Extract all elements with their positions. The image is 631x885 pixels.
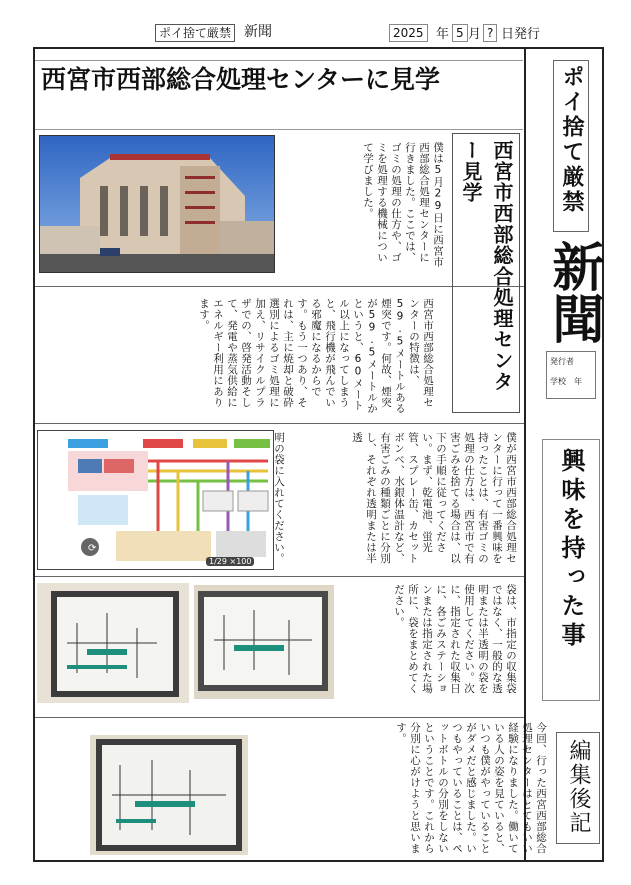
headline-box	[35, 60, 523, 130]
exhibit-photo-bottom	[90, 735, 248, 855]
header-month: 5	[452, 24, 468, 42]
section-divider-3	[35, 576, 524, 577]
article-3: 僕が西宮市西部総合処理センターに行って一番興味を持ったことは、有害ゴミの処理の仕方は、西宮市で有害ごみを捨てる場合は、以下の手順に従ってください。まず、乾電池、蛍光管、スプレー缶、カセットボンベ、水銀体温計など、有害ごみの種類ごとに分別し、それぞれ透明または半透	[351, 432, 517, 564]
header-title-box: ポイ捨て厳禁	[155, 24, 235, 42]
exhibit-photo-left	[37, 583, 189, 703]
section-divider-2	[35, 423, 524, 424]
headline: 西宮市西部総合処理センターに見学	[41, 65, 441, 94]
header-year-suffix: 年	[436, 27, 450, 42]
header-day: ?	[483, 24, 497, 42]
article-5: 今回、行った西宮西部総合処理センターはとてもいい経験になりました。働いている人の姿を見ていると、いつも僕がやっていることがダメだと感じました。いつもやっていることは、ペットボトルの分別をしないということです。これから分別に心がけようと思います。	[395, 722, 547, 854]
waste-diagram[interactable]	[37, 430, 274, 570]
section-divider-1	[35, 286, 524, 287]
masthead-title-top: ポイ捨て厳禁	[553, 60, 589, 232]
masthead-info-box	[546, 351, 596, 399]
masthead-title-big: 新聞	[543, 240, 603, 344]
interest-heading-box: 興味を持った事	[542, 439, 600, 701]
subheadline-box	[452, 133, 520, 413]
article-4: 袋は、市指定の収集袋ではなく、一般的な透明または半透明の袋を使用してください。次に、指定された収集日に、各ごみステーションまたは指定された場所に、袋をまとめてください。	[393, 584, 517, 694]
svg-text:⟳: ⟳	[88, 543, 97, 554]
header-year: 2025	[389, 24, 428, 42]
article-3-left: 明の袋に入れてください。	[273, 432, 285, 564]
afterword-heading-box: 編集後記	[556, 732, 600, 844]
diagram-badge: 1/29 ×100	[206, 557, 254, 566]
publisher-label: 発行者	[550, 357, 574, 366]
article-1: 僕は5月29日に西宮市西部総合処理センターに行きました。ここでは、ゴミの処理の仕方や、ゴミを処理する機械について学びました。	[362, 142, 444, 268]
subheadline: 西宮市西部総合処理センター見学	[459, 140, 514, 392]
header-day-suffix: 日発行	[501, 27, 541, 42]
exhibit-photo-right	[194, 585, 334, 699]
section-divider-4	[35, 717, 524, 718]
header-month-suffix: 月	[468, 27, 482, 42]
article-2: 西宮市西部総合処理センターの特徴は、59.5メートルある煙突です。何故、煙突が59.5メートルかというと、60メートル以上になってしまうと、飛行機が飛んでいる邪魔になるからです。もう一つあり、それは、主に焼却と破砕選別によるゴミ処理に加え、リサイクルプラザでの、啓発活動そして、発電や蒸気供給にエネルギー利用にあります。	[198, 298, 434, 414]
school-label: 学校 年	[550, 377, 582, 386]
header-title-word: 新聞	[244, 24, 272, 40]
facility-photo	[39, 135, 275, 273]
